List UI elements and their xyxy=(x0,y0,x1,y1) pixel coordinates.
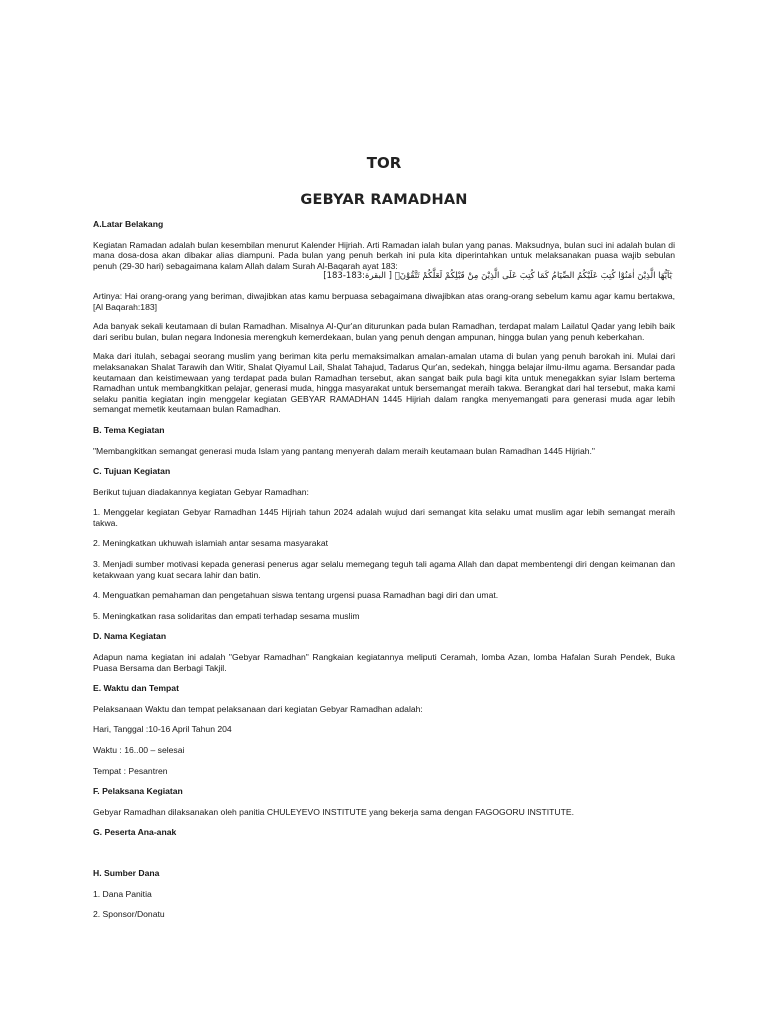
dana-item: 1. Dana Panitia xyxy=(93,888,152,899)
waktu-tempat: Tempat : Pesantren xyxy=(93,765,168,776)
waktu-hari: Hari, Tanggal :10-16 April Tahun 204 xyxy=(93,724,232,735)
heading-tujuan: C. Tujuan Kegiatan xyxy=(93,466,171,477)
tujuan-intro: Berikut tujuan diadakannya kegiatan Gebyar Ramadhan: xyxy=(93,486,309,497)
paragraph-latar-1: Kegiatan Ramadan adalah bulan kesembilan menurut Kalender Hijriah. Arti Ramadan ialah bulan yang panas. Maksudnya, bulan suci ini adalah bulan di mana dosa-dosa akan dibakar alias diampuni. Pada bulan yang penuh berkah ini pula kita diperintahkan untuk melaksanakan puasa wajib sebulan penuh (29-30 hari) sebagaimana kalam Allah dalam Surah Al-Baqarah ayat 183: xyxy=(93,239,675,271)
waktu-intro: Pelaksanaan Waktu dan tempat pelaksanaan dari kegiatan Gebyar Ramadhan adalah: xyxy=(93,703,423,714)
heading-waktu: E. Waktu dan Tempat xyxy=(93,683,179,694)
nama-text: Adapun nama kegiatan ini adalah "Gebyar Ramadhan" Rangkaian kegiatannya meliputi Ceramah, lomba Azan, lomba Hafalan Surah Pendek, Buka Puasa Bersama dan Berbagi Takjil. xyxy=(93,652,675,673)
tujuan-item: 3. Menjadi sumber motivasi kepada generasi penerus agar selalu memegang teguh tali agama Allah dan dapat membentengi diri dengan keimanan dan ketakwaan yang kuat secara lahir dan batin. xyxy=(93,559,675,580)
arabic-verse xyxy=(93,271,675,282)
tujuan-item: 2. Meningkatkan ukhuwah islamiah antar sesama masyarakat xyxy=(93,538,329,549)
doc-subtitle: GEBYAR RAMADHAN xyxy=(300,192,468,208)
dana-item: 2. Sponsor/Donatu xyxy=(93,909,165,920)
paragraph-latar-4: Maka dari itulah, sebagai seorang muslim yang beriman kita perlu memaksimalkan amalan-amalan utama di bulan yang penuh barokah ini. Mulai dari melaksanakan Shalat Tarawih dan Witir, Shalat Qiyamul Lail, Shalat Tahajud, Tadarus Qur'an, sedekah, hingga belajar ilmu-ilmu agama. Bersandar pada keutamaan dan keistimewaan yang terdapat pada bulan Ramadhan tersebut, akan sangat baik pula bagi kita untuk menegakkan syiar Islam bertema Ramadhan untuk membangkitkan pelajar, generasi muda, hingga masyarakat untuk bersemangat meraih takwa. Berangkat dari hal tersebut, maka kami selaku panitia kegiatan ingin menggelar kegiatan GEBYAR RAMADHAN 1445 Hijriah dalam rangka menyemangati para generasi muda agar lebih semangat memetik keutamaan bulan Ramadhan. xyxy=(93,351,675,415)
tujuan-item: 5. Meningkatkan rasa solidaritas dan empati terhadap sesama muslim xyxy=(93,610,360,621)
heading-sumber-dana: H. Sumber Dana xyxy=(93,867,160,878)
heading-peserta: G. Peserta Ana-anak xyxy=(93,827,177,838)
tema-text: "Membangkitkan semangat generasi muda Islam yang pantang menyerah dalam meraih keutamaan bulan Ramadhan 1445 Hijriah." xyxy=(93,445,595,456)
tujuan-item: 4. Menguatkan pemahaman dan pengetahuan siswa tentang urgensi puasa Ramadhan bagi diri dan umat. xyxy=(93,590,499,601)
heading-pelaksana: F. Pelaksana Kegiatan xyxy=(93,786,183,797)
paragraph-latar-2: Artinya: Hai orang-orang yang beriman, diwajibkan atas kamu berpuasa sebagaimana diwajibkan atas orang-orang sebelum kamu agar kamu bertakwa, [Al Baqarah:183] xyxy=(93,290,675,312)
pelaksana-text: Gebyar Ramadhan dilaksanakan oleh panitia CHULEYEVO INSTITUTE yang bekerja sama dengan FAGOGORU INSTITUTE. xyxy=(93,806,574,817)
tujuan-item: 1. Menggelar kegiatan Gebyar Ramadhan 1445 Hijriah tahun 2024 adalah wujud dari semangat kita selaku umat muslim agar lebih semangat meraih takwa. xyxy=(93,507,675,528)
waktu-jam: Waktu : 16..00 – selesai xyxy=(93,745,185,755)
heading-latar-belakang: A.Latar Belakang xyxy=(93,219,164,229)
heading-nama: D. Nama Kegiatan xyxy=(93,631,167,642)
doc-title: TOR xyxy=(366,154,402,172)
document-body xyxy=(93,219,675,920)
arabic-verse-text: يٰٓاَيُّهَا الَّذِيْنَ اٰمَنُوْا كُتِبَ عَلَيْكُمُ الصِّيَامُ كَمَا كُتِبَ عَلَى الَّذِيْنَ مِنْ قَبْلِكُمْ لَعَلَّكُمْ تَتَّقُوْنَۙ [ البقرة:183-183] xyxy=(323,271,672,282)
paragraph-latar-3: Ada banyak sekali keutamaan di bulan Ramadhan. Misalnya Al-Qur'an diturunkan pada bulan Ramadhan, terdapat malam Lailatul Qadar yang lebih baik dari seribu bulan, bulan negara Indonesia merengkuh kemerdekaan, bulan yang penuh dengan ampunan, hingga bulan yang penuh keberkahan. xyxy=(93,321,675,342)
heading-tema: B. Tema Kegiatan xyxy=(93,424,165,435)
